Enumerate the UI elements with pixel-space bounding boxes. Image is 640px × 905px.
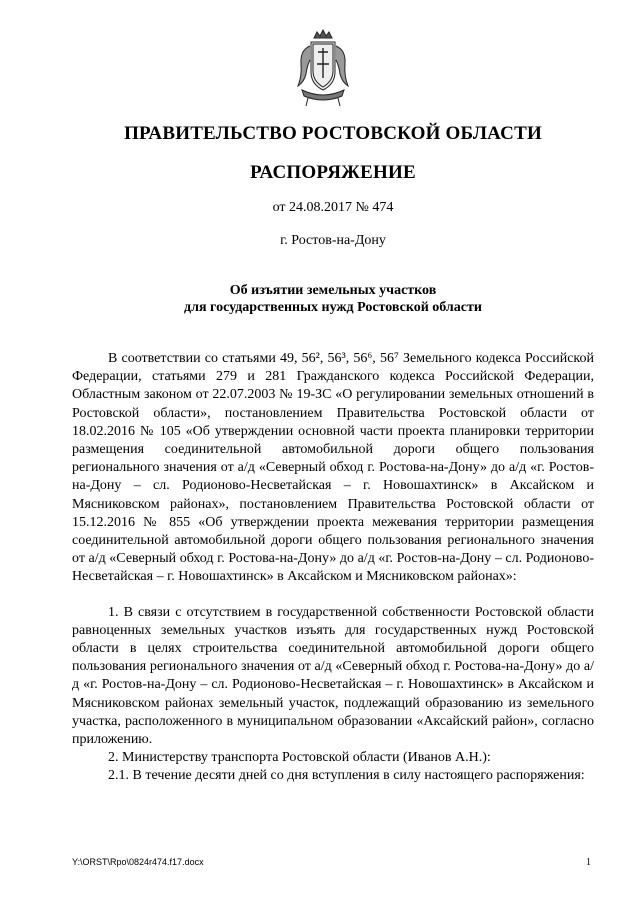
document-type-heading: РАСПОРЯЖЕНИЕ (250, 162, 416, 183)
document-title-line-2: для государственных нужд Ростовской области (184, 300, 482, 315)
document-body (72, 350, 594, 786)
paragraph-preamble: В соответствии со статьями 49, 56², 56³, 56⁶, 56⁷ Земельного кодекса Российской Федерации, статьями 279 и 281 Гражданского кодекса Российской Федерации, Областным законом от 22.07.2003 № 19-ЗС «О регулировании земельных отношений в Ростовской области», постановлением Правительства Ростовской области от 18.02.2016 № 105 «Об утверждении основной части проекта планировки территории размещения соединительной автомобильной дороги общего пользования регионального значения от а/д «Северный обход г. Ростова-на-Дону» до а/д «г. Ростов-на-Дону – сл. Родионово-Несветайская – г. Новошахтинск» в Аксайском и Мясниковском районах», постановлением Правительства Ростовской области от 15.12.2016 № 855 «Об утверждении проекта межевания территории размещения соединительной автомобильной дороги общего пользования регионального значения от а/д «Северный обход г. Ростова-на-Дону» до а/д «г. Ростов-на-Дону – сл. Родионово-Несветайская – г. Новошахтинск» в Аксайском и Мясниковском районах»: (72, 351, 594, 585)
coat-of-arms-icon (292, 28, 354, 108)
government-name: ПРАВИТЕЛЬСТВО РОСТОВСКОЙ ОБЛАСТИ (124, 123, 542, 144)
document-date-number: от 24.08.2017 № 474 (272, 200, 394, 215)
paragraph-item-2-1: 2.1. В течение десяти дней со дня вступления в силу настоящего распоряжения: (108, 768, 585, 784)
footer-page-number: 1 (586, 857, 591, 868)
paragraph-item-1: 1. В связи с отсутствием в государственной собственности Ростовской области равноценных земельных участков изъять для государственных нужд Ростовской области в целях строительства соединительной автомобильной дороги общего пользования регионального значения от а/д «Северный обход г. Ростова-на-Дону» до а/д «г. Ростов-на-Дону – сл. Родионово-Несветайская – г. Новошахтинск» в Аксайском и Мясниковском районах земельный участок, подлежащий образованию из земельного участка, расположенного в муниципальном образовании «Аксайский район», согласно приложению. (72, 604, 594, 748)
paragraph-item-2: 2. Министерству транспорта Ростовской области (Иванов А.Н.): (108, 750, 491, 766)
footer-file-path: Y:\ORST\Rpo\0824r474.f17.docx (72, 857, 204, 867)
document-title-line-1: Об изъятии земельных участков (229, 283, 437, 298)
coat-of-arms-emblem (292, 28, 354, 108)
document-city: г. Ростов-на-Дону (280, 233, 386, 248)
